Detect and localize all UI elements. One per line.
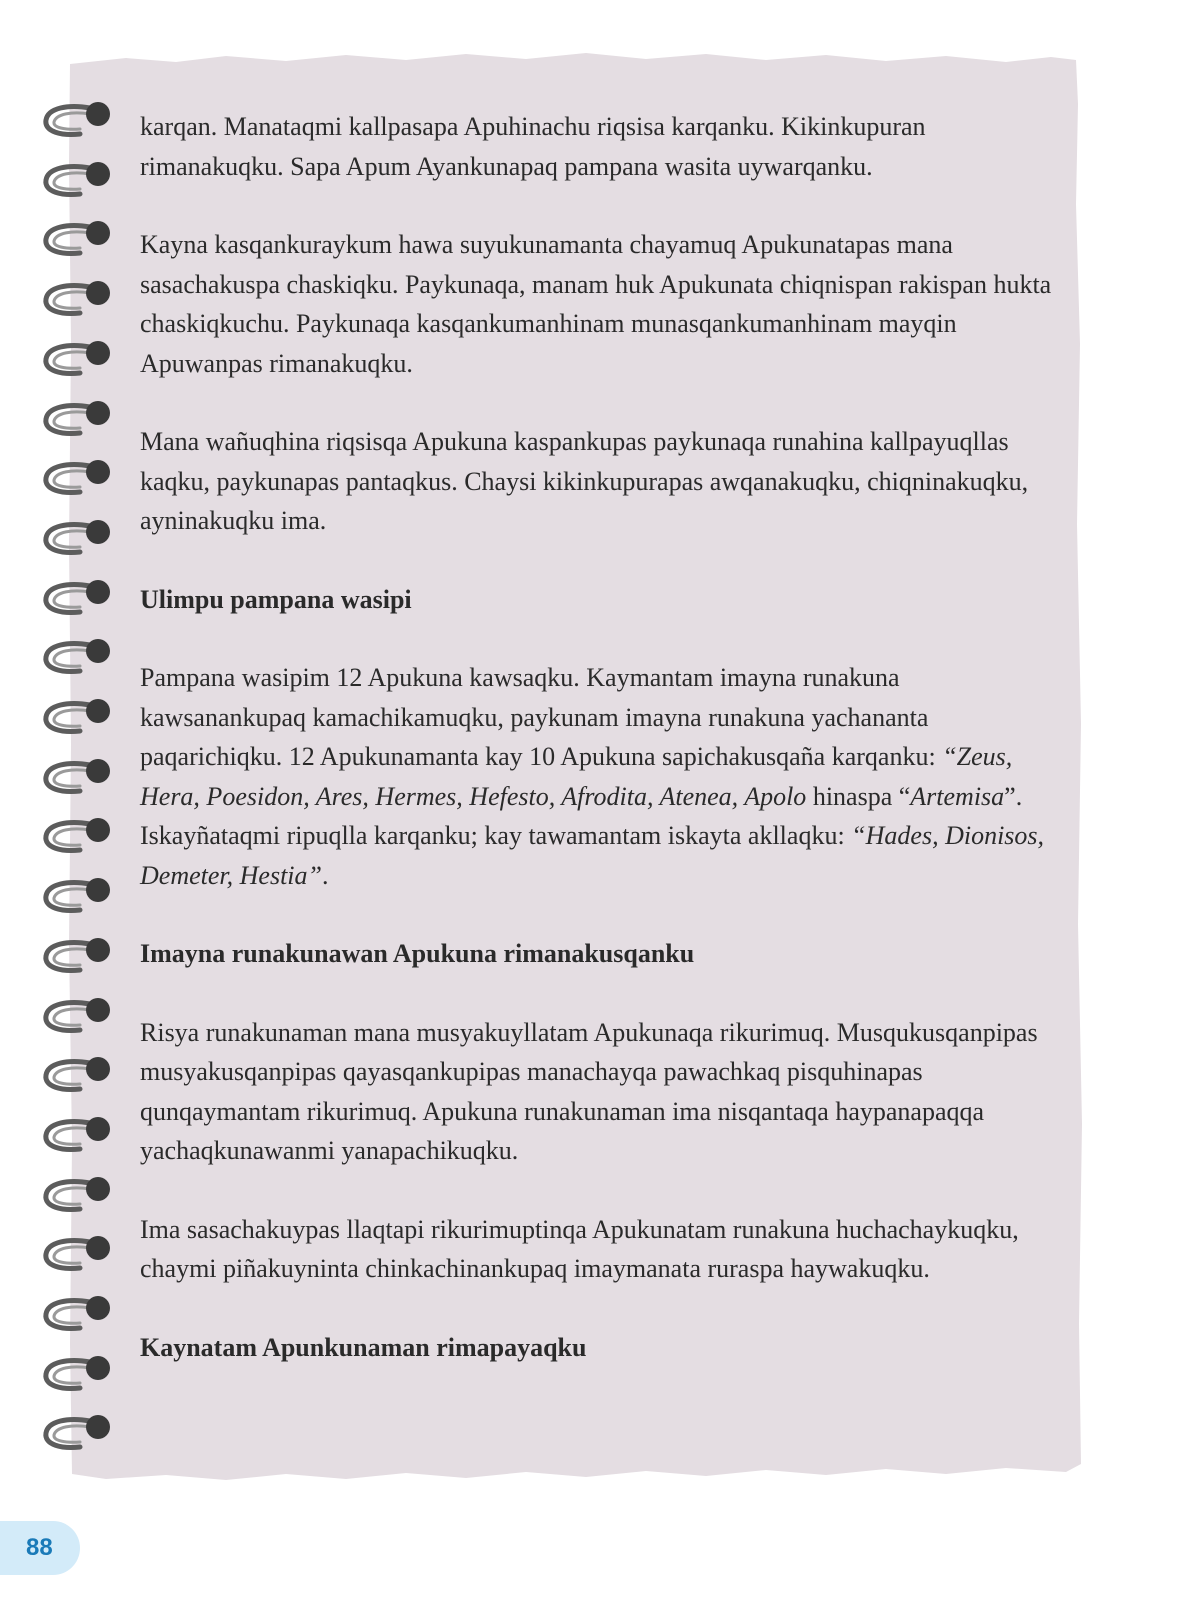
notebook-spiral-ring-icon: [38, 876, 118, 920]
notebook-spiral-ring-icon: [38, 1234, 118, 1278]
paragraph-1: karqan. Manataqmi kallpasapa Apuhinachu riqsisa karqanku. Kikinkupuran rimanakuqku. Sapa Apum Ayankunapaq pampana wasita uywarqanku.: [140, 112, 926, 181]
paragraph-6: Ima sasachakuypas llaqtapi rikurimuptinqa Apukunatam runakuna huchachaykuqku, chaymi piñakuyninta chinkachinankupaq imaymanata ruraspa haywakuqku.: [140, 1214, 1019, 1283]
other-gods-list: “Hades, Dionisos, Demeter, Hestia”: [140, 821, 1045, 890]
paragraph-5: Risya runakunaman mana musyakuyllatam Apukunaqa rikurimuq. Musqukusqanpipas musyakusqanpipas qayasqankupipas manachayqa pawachkaq pisquhinapas qunqaymantam rikurimuq. Apukuna runakunaman ima nisqantaqa haypanapaqqa yachaqkunawanmi yanapachikuqku.: [140, 1017, 1038, 1165]
notebook-spiral-ring-icon: [38, 339, 118, 383]
paragraph-3: Mana wañuqhina riqsisqa Apukuna kaspankupas paykunaqa runahina kallpayuqllas kaqku, paykunapas pantaqkus. Chaysi kikinkupurapas awqanakuqku, chiqninakuqku, ayninakuqku ima.: [140, 427, 1029, 535]
paragraph-4-text-b: hinaspa “: [806, 781, 911, 811]
notebook-spiral-ring-icon: [38, 458, 118, 502]
notebook-spiral-ring-icon: [38, 757, 118, 801]
notebook-spiral-ring-icon: [38, 1354, 118, 1398]
notebook-spiral-ring-icon: [38, 697, 118, 741]
page-number: 88: [26, 1534, 53, 1561]
paragraph-4-text-c: ”. Iskayñataqmi ripuqlla karqanku; kay tawamantam iskayta akllaqku:: [140, 781, 1023, 850]
notebook-spiral-ring-icon: [38, 100, 118, 144]
heading-imayna: Imayna runakunawan Apukuna rimanakusqanku: [140, 939, 695, 968]
notebook-spiral-ring-icon: [38, 1294, 118, 1338]
heading-ulimpu: Ulimpu pampana wasipi: [140, 584, 412, 614]
spiral-binding: [38, 100, 118, 1480]
notebook-spiral-ring-icon: [38, 816, 118, 860]
notebook-spiral-ring-icon: [38, 160, 118, 204]
paragraph-4-text-a: Pampana wasipim 12 Apukuna kawsaqku. Kaymantam imayna runakuna kawsanankupaq kamachikamuqku, paykunam imayna runakuna yachananta paqarichiqku. 12 Apukunamanta kay 10 Apukuna sapichakusqaña karqanku:: [140, 663, 943, 771]
notebook-spiral-ring-icon: [38, 518, 118, 562]
notebook-spiral-ring-icon: [38, 399, 118, 443]
notebook-spiral-ring-icon: [38, 1175, 118, 1219]
notebook-spiral-ring-icon: [38, 637, 118, 681]
notebook-spiral-ring-icon: [38, 996, 118, 1040]
paragraph-4-text-d: .: [321, 860, 329, 890]
page-content: [140, 107, 1060, 1406]
notebook-spiral-ring-icon: [38, 1055, 118, 1099]
notebook-spiral-ring-icon: [38, 1115, 118, 1159]
notebook-spiral-ring-icon: [38, 936, 118, 980]
heading-kaynatam: Kaynatam Apunkunaman rimapayaqku: [140, 1332, 587, 1362]
notebook-spiral-ring-icon: [38, 578, 118, 622]
notebook-spiral-ring-icon: [38, 219, 118, 263]
paragraph-2: Kayna kasqankuraykum hawa suyukunamanta chayamuq Apukunatapas mana sasachakuspa chaskiqku. Paykunaqa, manam huk Apukunata chiqnispan rakispan hukta chaskiqkuchu. Paykunaqa kasqankumanhinam munasqankumanhinam mayqin Apuwanpas rimanakuqku.: [140, 230, 1052, 378]
notebook-spiral-ring-icon: [38, 1413, 118, 1457]
notebook-spiral-ring-icon: [38, 279, 118, 323]
artemisa-name: Artemisa: [910, 781, 1005, 811]
paragraph-4: [140, 658, 1060, 895]
gods-list: “Zeus, Hera, Poesidon, Ares, Hermes, Hefesto, Afrodita, Atenea, Apolo: [140, 742, 1013, 811]
